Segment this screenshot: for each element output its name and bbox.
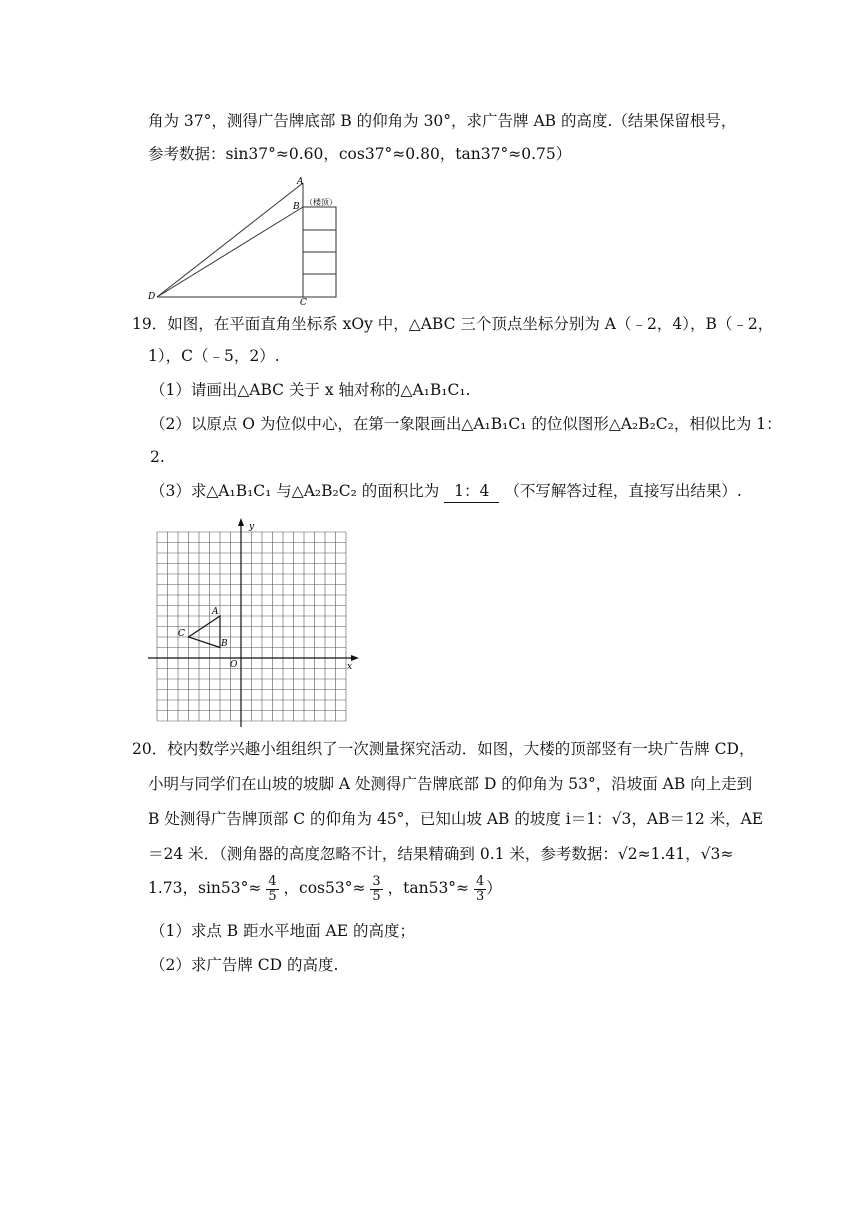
q20-tan-fraction: $\frac{4}{3}$ — [475, 873, 485, 904]
q20-tan-label: ，tan53°≈ — [387, 879, 470, 897]
origin-label: O — [230, 660, 238, 670]
q20-line3-prefix: B 处测得广告牌顶部 C 的仰角为 45°，已知山坡 AB 的坡度 i＝1： — [148, 810, 612, 828]
q20-text-line2: 小明与同学们在山坡的坡脚 A 处测得广告牌底部 D 的仰角为 53°，沿坡面 AB 向上走到 — [148, 775, 753, 793]
x-axis-arrow-icon — [351, 655, 359, 661]
x-axis-label: x — [347, 662, 353, 672]
sight-line-b — [157, 207, 303, 297]
q20-text-line3 — [148, 808, 763, 830]
q18-figure — [145, 175, 345, 305]
q19-part3 — [150, 480, 742, 503]
label-c: C — [300, 298, 307, 305]
label-d: D — [148, 292, 156, 302]
q20-part2: （2）求广告牌 CD 的高度. — [150, 956, 339, 974]
point-b-label: B — [221, 639, 228, 649]
label-b: B — [293, 202, 300, 212]
q19-part3-prefix: （3）求△A₁B₁C₁ 与△A₂B₂C₂ 的面积比为 — [150, 482, 440, 500]
q18-text-line2: 参考数据：sin37°≈0.60，cos37°≈0.80，tan37°≈0.75） — [148, 145, 572, 163]
q19-text-line2: 1），C（﹣5，2）. — [148, 347, 280, 365]
q20-sqrt3: √3 — [611, 810, 632, 828]
y-axis-label: y — [249, 522, 255, 532]
y-axis-arrow-icon — [238, 518, 244, 526]
q19-part1: （1）请画出△ABC 关于 x 轴对称的△A₁B₁C₁. — [150, 381, 471, 399]
q20-part1: （1）求点 B 距水平地面 AE 的高度； — [150, 922, 415, 940]
q20-cos-fraction: $\frac{3}{5}$ — [372, 873, 381, 904]
q20-text-line4 — [148, 843, 733, 865]
q19-text-line1: 19．如图，在平面直角坐标系 xOy 中，△ABC 三个顶点坐标分别为 A（﹣2，4），B（﹣2， — [132, 315, 774, 333]
q20-line4-ref: √2≈1.41，√3≈ — [617, 845, 734, 863]
q20-text-line1: 20．校内数学兴趣小组组织了一次测量探究活动．如图，大楼的顶部竖有一块广告牌 CD， — [132, 740, 755, 758]
sight-line-a — [157, 183, 303, 297]
q20-sin-fraction: $\frac{4}{5}$ — [268, 873, 277, 904]
q20-text-line5 — [148, 872, 502, 904]
q19-part3-suffix: （不写解答过程，直接写出结果）. — [504, 482, 742, 500]
q18-text-line1: 角为 37°，测得广告牌底部 B 的仰角为 30°，求广告牌 AB 的高度.（结果保留根号， — [148, 112, 737, 130]
point-c-label: C — [178, 629, 185, 639]
q20-line5-end: ） — [486, 879, 502, 897]
q19-part2-cont: 2. — [150, 448, 165, 466]
q20-cos-label: ，cos53°≈ — [283, 879, 366, 897]
q20-line3-suffix: ，AB＝12 米，AE — [631, 810, 764, 828]
triangle-abc — [189, 616, 221, 648]
q20-line4-prefix: ＝24 米．（测角器的高度忽略不计，结果精确到 0.1 米，参考数据： — [148, 845, 618, 863]
point-a-label: A — [212, 607, 219, 617]
q19-part3-answer: 1：4 — [444, 480, 499, 503]
label-roof: （楼顶） — [305, 198, 337, 207]
q20-sin-label: 1.73，sin53°≈ — [148, 879, 262, 897]
q19-coordinate-grid — [145, 515, 365, 735]
q19-part2: （2）以原点 O 为位似中心，在第一象限画出△A₁B₁C₁ 的位似图形△A₂B₂C₂，相似比为 1： — [150, 415, 782, 433]
label-a: A — [297, 177, 304, 187]
